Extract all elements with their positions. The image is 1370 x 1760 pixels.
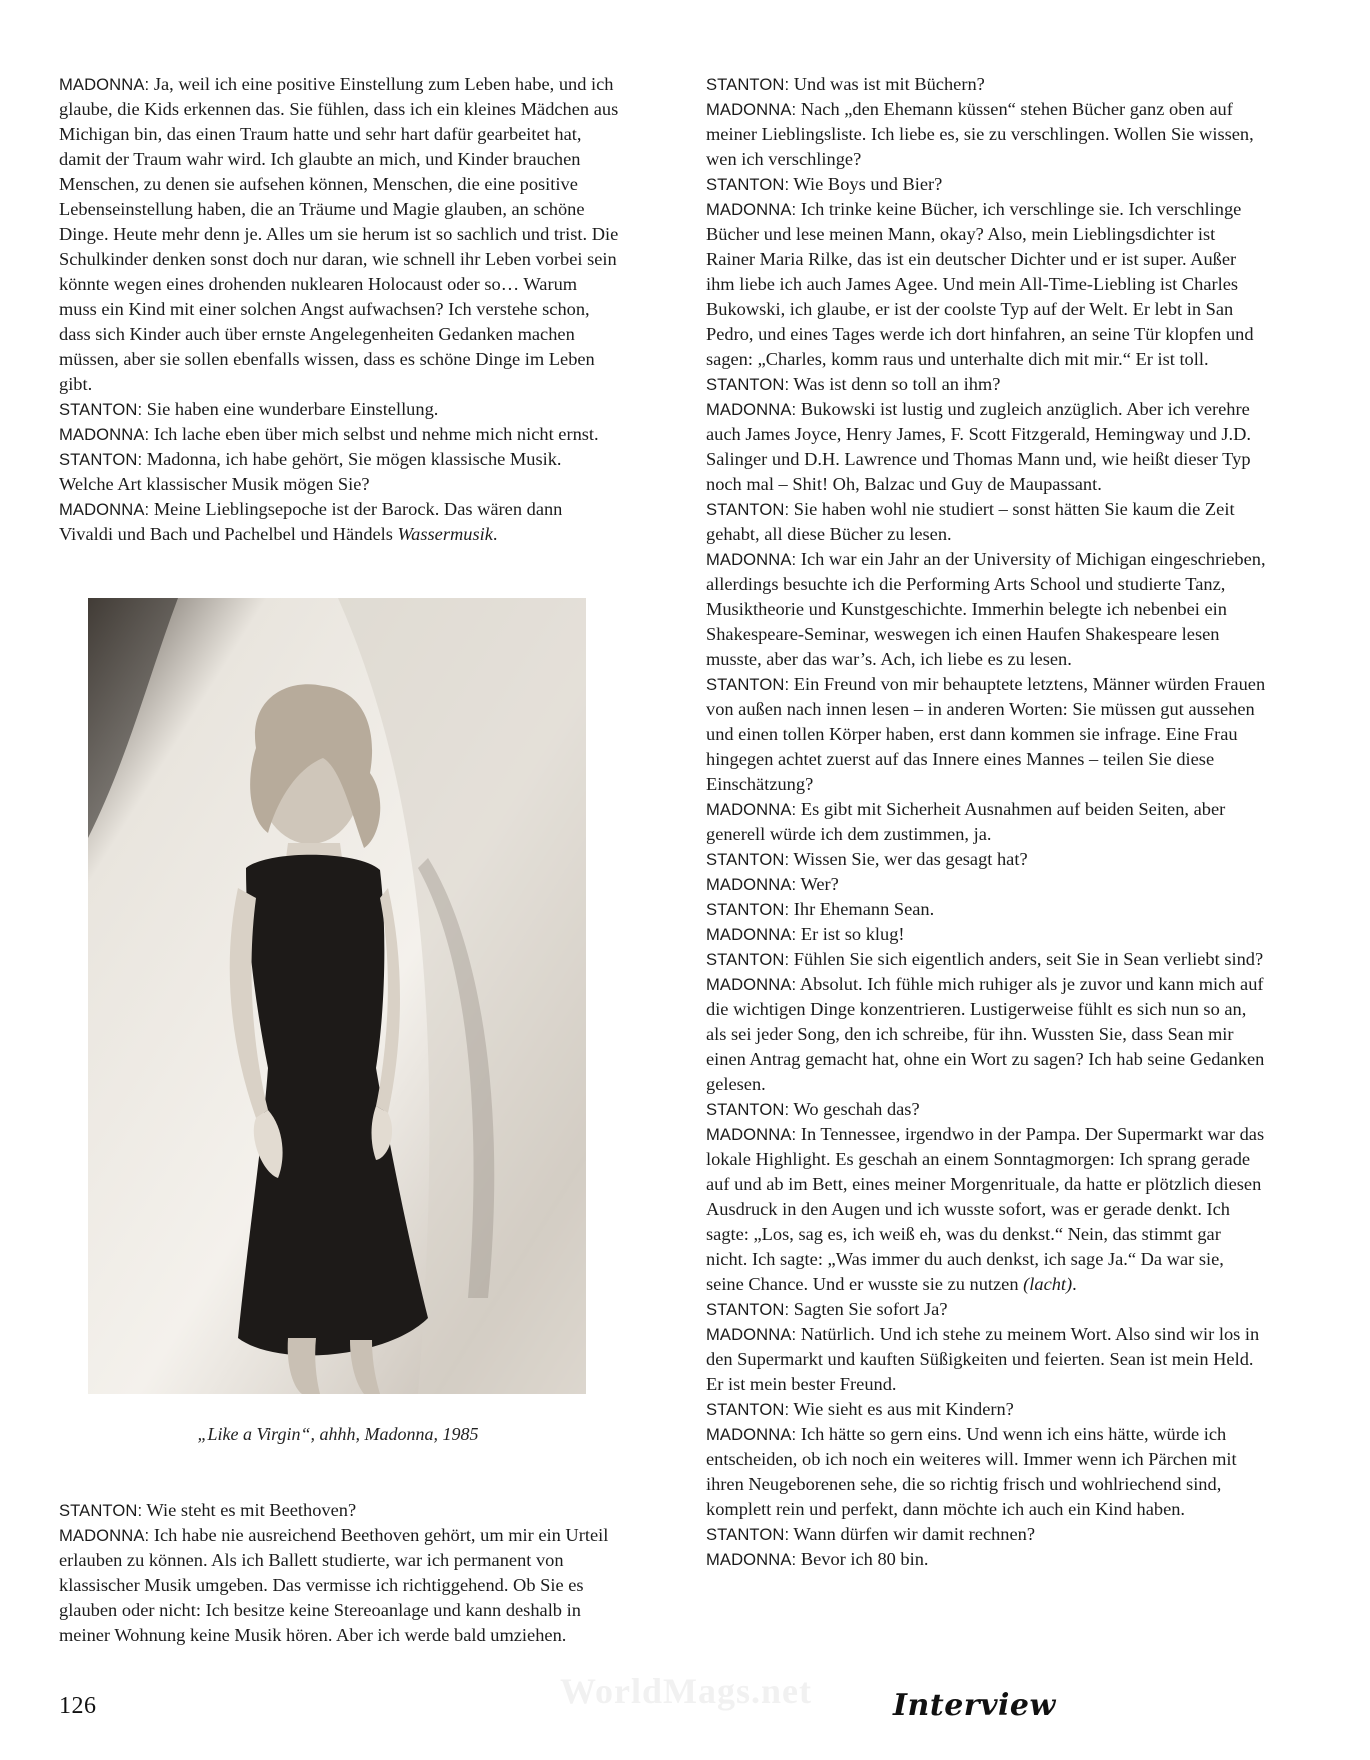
speaker-label: MADONNA:: [59, 425, 150, 444]
speaker-label: MADONNA:: [706, 800, 797, 819]
paragraph-text: Nach „den Ehemann küssen“ stehen Bücher ganz oben auf meiner Lieblingsliste. Ich liebe es, sie zu verschlingen. Wollen Sie wissen, wen ich verschlinge?: [706, 99, 1254, 169]
interview-paragraph: [59, 1523, 619, 1648]
paragraph-text: Bevor ich 80 bin.: [796, 1549, 929, 1569]
paragraph-text: Wie steht es mit Beethoven?: [142, 1500, 357, 1520]
speaker-label: MADONNA:: [706, 1425, 797, 1444]
interview-paragraph: [706, 397, 1266, 497]
interview-paragraph: [706, 97, 1266, 172]
photo-caption: „Like a Virgin“, ahhh, Madonna, 1985: [197, 1424, 479, 1444]
speaker-label: MADONNA:: [706, 975, 797, 994]
interview-paragraph: [706, 672, 1266, 797]
right-column: [706, 72, 1266, 1572]
paragraph-text: Und was ist mit Büchern?: [789, 74, 985, 94]
speaker-label: MADONNA:: [706, 1325, 797, 1344]
paragraph-text: Ihr Ehemann Sean.: [789, 899, 935, 919]
speaker-label: MADONNA:: [59, 500, 150, 519]
interview-paragraph: [706, 372, 1266, 397]
paragraph-text: Ich hätte so gern eins. Und wenn ich eins hätte, würde ich entscheiden, ob ich noch ein weiteres will. Immer wenn ich Pärchen mit ihren Neugeborenen sehe, die so richtig frisch und wohlriechend sind, komplett rein und perfekt, dann möchte ich auch ein Kind haben.: [706, 1424, 1237, 1519]
speaker-label: STANTON:: [706, 1525, 790, 1544]
speaker-label: MADONNA:: [59, 75, 150, 94]
interview-paragraph: [706, 1297, 1266, 1322]
interview-paragraph: [706, 72, 1266, 97]
interview-paragraph: [59, 397, 619, 422]
paragraph-text: Es gibt mit Sicherheit Ausnahmen auf beiden Seiten, aber generell würde ich dem zustimmen, ja.: [706, 799, 1226, 844]
speaker-label: MADONNA:: [706, 925, 797, 944]
paragraph-text: Ja, weil ich eine positive Einstellung zum Leben habe, und ich glaube, die Kids erkennen das. Sie fühlen, dass ich ein kleines Mädchen aus Michigan bin, das einen Traum hatte und sehr hart dafür gearbeitet hat, damit der Traum wahr wird. Ich glaubte an mich, und Kinder brauchen Menschen, zu denen sie aufsehen können, Menschen, die eine positive Lebenseinstellung haben, die an Träume und Magie glauben, an schöne Dinge. Heute mehr denn je. Alles um sie herum ist so sachlich und trist. Die Schulkinder denken sonst doch nur daran, wie schnell ihr Leben vorbei sein könnte wegen eines drohenden nuklearen Holocaust oder so… Warum muss ein Kind mit einer solchen Angst aufwachsen? Ich verstehe schon, dass sich Kinder auch über ernste Angelegenheiten Gedanken machen müssen, aber sie sollen ebenfalls wissen, dass es schöne Dinge im Leben gibt.: [59, 74, 619, 394]
paragraph-text: Sie haben wohl nie studiert – sonst hätten Sie kaum die Zeit gehabt, all diese Bücher zu lesen.: [706, 499, 1235, 544]
speaker-label: STANTON:: [706, 950, 790, 969]
paragraph-text: Bukowski ist lustig und zugleich anzüglich. Aber ich verehre auch James Joyce, Henry James, F. Scott Fitzgerald, Hemingway und J.D. Salinger und D.H. Lawrence und Thomas Mann und, wie heißt dieser Typ noch mal – Shit! Oh, Balzac und Guy de Maupassant.: [706, 399, 1252, 494]
speaker-label: MADONNA:: [706, 200, 797, 219]
interview-paragraph: [706, 547, 1266, 672]
interview-paragraph: [706, 897, 1266, 922]
paragraph-text: Madonna, ich habe gehört, Sie mögen klassische Musik. Welche Art klassischer Musik mögen Sie?: [59, 449, 562, 494]
paragraph-text: Wann dürfen wir damit rechnen?: [789, 1524, 1036, 1544]
speaker-label: STANTON:: [706, 850, 790, 869]
speaker-label: STANTON:: [706, 1400, 790, 1419]
interview-paragraph: [59, 422, 619, 447]
interview-paragraph: [706, 1322, 1266, 1397]
speaker-label: STANTON:: [706, 1100, 790, 1119]
paragraph-text: Wer?: [796, 874, 839, 894]
speaker-label: MADONNA:: [706, 550, 797, 569]
speaker-label: MADONNA:: [706, 875, 797, 894]
paragraph-text: Ich lache eben über mich selbst und nehme mich nicht ernst.: [149, 424, 599, 444]
interview-paragraph: [59, 72, 619, 397]
speaker-label: STANTON:: [59, 400, 143, 419]
paragraph-text: Was ist denn so toll an ihm?: [789, 374, 1001, 394]
speaker-label: MADONNA:: [706, 100, 797, 119]
speaker-label: STANTON:: [706, 675, 790, 694]
interview-paragraph: [706, 972, 1266, 1097]
interview-paragraph: [59, 447, 619, 497]
interview-paragraph: [706, 947, 1266, 972]
speaker-label: STANTON:: [706, 375, 790, 394]
speaker-label: STANTON:: [59, 450, 143, 469]
paragraph-text: Fühlen Sie sich eigentlich anders, seit Sie in Sean verliebt sind?: [789, 949, 1264, 969]
paragraph-text: Ich war ein Jahr an der University of Michigan eingeschrieben, allerdings besuchte ich die Performing Arts School und studierte Tanz, Musiktheorie und Kunstgeschichte. Immerhin belegte ich nebenbei ein Shakespeare-Seminar, weswegen ich einen Haufen Shakespeare lesen musste, aber das war’s. Ach, ich liebe es zu lesen.: [706, 549, 1266, 669]
interview-paragraph: [59, 497, 619, 547]
interview-paragraph: [706, 1122, 1266, 1297]
paragraph-text: Absolut. Ich fühle mich ruhiger als je zuvor und kann mich auf die wichtigen Dinge konzentrieren. Lustigerweise fühlt es sich nun so an, als sei jeder Song, den ich schreibe, für ihn. Wussten Sie, dass Sean mir einen Antrag gemacht hat, ohne ein Wort zu sagen? Ich hab seine Gedanken gelesen.: [706, 974, 1265, 1094]
interview-paragraph: [706, 1097, 1266, 1122]
paragraph-text: Sagten Sie sofort Ja?: [789, 1299, 948, 1319]
interview-paragraph: [706, 847, 1266, 872]
speaker-label: MADONNA:: [59, 1526, 150, 1545]
left-column-bottom: [59, 1498, 619, 1648]
paragraph-text: Ein Freund von mir behauptete letztens, Männer würden Frauen von außen nach innen lesen – in anderen Worten: Sie müssen gut aussehen und einen tollen Körper haben, erst dann kommen sie infrage. Eine Frau hingegen achtet zuerst auf das Innere eines Mannes – teilen Sie diese Einschätzung?: [706, 674, 1266, 794]
paragraph-text: Wie sieht es aus mit Kindern?: [789, 1399, 1014, 1419]
speaker-label: STANTON:: [706, 500, 790, 519]
paragraph-text: Sie haben eine wunderbare Einstellung.: [142, 399, 439, 419]
interview-paragraph: [706, 797, 1266, 847]
speaker-label: MADONNA:: [706, 1125, 797, 1144]
interview-paragraph: [706, 922, 1266, 947]
paragraph-text-end: .: [1072, 1274, 1077, 1294]
photo-figure: [88, 598, 588, 1445]
paragraph-text: Wissen Sie, wer das gesagt hat?: [789, 849, 1028, 869]
paragraph-text: Natürlich. Und ich stehe zu meinem Wort. Also sind wir los in den Supermarkt und kauften Süßigkeiten und feierten. Sean ist mein Held. Er ist mein bester Freund.: [706, 1324, 1260, 1394]
left-column-top: [59, 72, 619, 547]
italic-text: Wassermusik: [397, 524, 493, 544]
paragraph-text: Ich trinke keine Bücher, ich verschlinge sie. Ich verschlinge Bücher und lese meinen Mann, okay? Also, mein Lieblingsdichter ist Rainer Maria Rilke, das ist ein deutscher Dichter und er ist super. Außer ihm liebe ich auch James Agee. Und mein All-Time-Liebling ist Charles Bukowski, ich glaube, er ist der coolste Typ auf der Welt. Er lebt in San Pedro, und eines Tages werde ich dort hinfahren, an seine Tür klopfen und sagen: „Charles, komm raus und unterhalte dich mit mir.“ Er ist toll.: [706, 199, 1254, 369]
interview-paragraph: [706, 172, 1266, 197]
italic-text: (lacht): [1023, 1274, 1073, 1294]
paragraph-text: In Tennessee, irgendwo in der Pampa. Der Supermarkt war das lokale Highlight. Es geschah an einem Sonntagmorgen: Ich sprang gerade auf und ab im Bett, eines meiner Morgenrituale, da hatte er plötzlich diesen Ausdruck in den Augen und ich wusste sofort, was er gerade denkt. Ich sagte: „Los, sag es, ich weiß eh, was du denkst.“ Nein, das stimmt gar nicht. Ich sagte: „Was immer du auch denkst, ich sage Ja.“ Da war sie, seine Chance. Und er wusste sie zu nutzen: [706, 1124, 1265, 1294]
watermark: WorldMags.net: [560, 1671, 812, 1711]
paragraph-text: Ich habe nie ausreichend Beethoven gehört, um mir ein Urteil erlauben zu können. Als ich Ballett studierte, war ich permanent von klassischer Musik umgeben. Das vermisse ich richtiggehend. Ob Sie es glauben oder nicht: Ich besitze keine Stereoanlage und kann deshalb in meiner Wohnung keine Musik hören. Aber ich werde bald umziehen.: [59, 1525, 609, 1645]
speaker-label: MADONNA:: [706, 400, 797, 419]
photo-illustration: [88, 598, 586, 1394]
interview-paragraph: [706, 1422, 1266, 1522]
speaker-label: MADONNA:: [706, 1550, 797, 1569]
speaker-label: STANTON:: [706, 1300, 790, 1319]
paragraph-text-end: .: [492, 524, 498, 544]
photo: [88, 598, 586, 1394]
page-number: 126: [59, 1693, 97, 1719]
interview-paragraph: [706, 1522, 1266, 1547]
paragraph-text: Wo geschah das?: [789, 1099, 920, 1119]
paragraph-text: Meine Lieblingsepoche ist der Barock. Das wären dann Vivaldi und Bach und Pachelbel und Händels: [59, 499, 563, 544]
interview-paragraph: [706, 872, 1266, 897]
speaker-label: STANTON:: [59, 1501, 143, 1520]
speaker-label: STANTON:: [706, 75, 790, 94]
interview-paragraph: [59, 1498, 619, 1523]
interview-paragraph: [706, 497, 1266, 547]
interview-paragraph: [706, 1397, 1266, 1422]
paragraph-text: Wie Boys und Bier?: [789, 174, 943, 194]
speaker-label: STANTON:: [706, 175, 790, 194]
paragraph-text: Er ist so klug!: [796, 924, 905, 944]
interview-paragraph: [706, 197, 1266, 372]
interview-paragraph: [706, 1547, 1266, 1572]
magazine-logo: Interview: [893, 1688, 1056, 1723]
speaker-label: STANTON:: [706, 900, 790, 919]
